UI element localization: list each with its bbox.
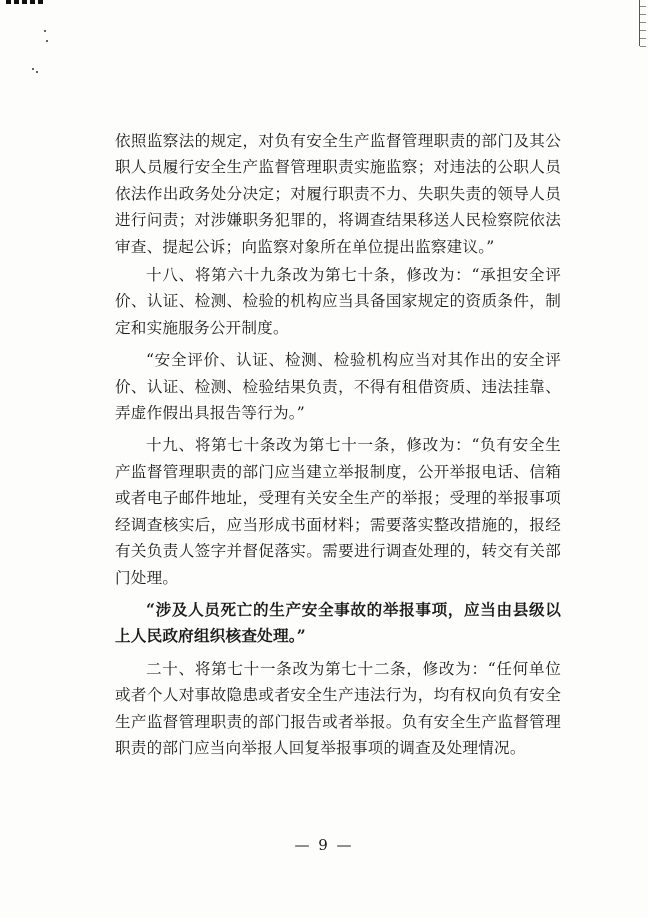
scan-right-edge xyxy=(638,0,646,918)
scan-specks xyxy=(32,30,52,74)
page-number: — 9 — xyxy=(294,836,354,854)
paragraph-continuation: 依照监察法的规定，对负有安全生产监督管理职责的部门及其公职人员履行安全生产监督管理职责实施监察；对违法的公职人员依法作出政务处分决定；对履行职责不力、失职失责的领导人员进行问责；对涉嫌职务犯罪的，将调查结果移送人民检察院依法审查、提起公诉；向监察对象所在单位提出监察建议。” xyxy=(115,132,561,256)
paragraph-article-19: 十九、将第七十条改为第七十一条，修改为：“负有安全生产监督管理职责的部门应当建立举报制度，公开举报电话、信箱或者电子邮件地址，受理有关安全生产的举报；受理的举报事项经调查核实后，应当形成书面材料；需要落实整改措施的，报经有关负责人签字并督促落实。需要进行调查处理的，转交有关部门处理。 xyxy=(115,436,561,587)
paragraph-article-20: 二十、将第七十一条改为第七十二条，修改为：“任何单位或者个人对事故隐患或者安全生产违法行为，均有权向负有安全生产监督管理职责的部门报告或者举报。负有安全生产监督管理职责的部门应当向举报人回复举报事项的调查及处理情况。 xyxy=(115,659,561,757)
document-body xyxy=(115,128,561,761)
paragraph-article-18: 十八、将第六十九条改为第七十条，修改为：“承担安全评价、认证、检测、检验的机构应当具备国家规定的资质条件，制定和实施服务公开制度。 xyxy=(115,266,561,337)
scan-edge-marks xyxy=(6,0,43,4)
paragraph-article-18-clause: “安全评价、认证、检测、检验机构应当对其作出的安全评价、认证、检测、检验结果负责，不得有租借资质、违法挂靠、弄虚作假出具报告等行为。” xyxy=(115,351,561,423)
paragraph-article-19-clause: “涉及人员死亡的生产安全事故的举报事项，应当由县级以上人民政府组织核查处理。” xyxy=(115,599,561,646)
